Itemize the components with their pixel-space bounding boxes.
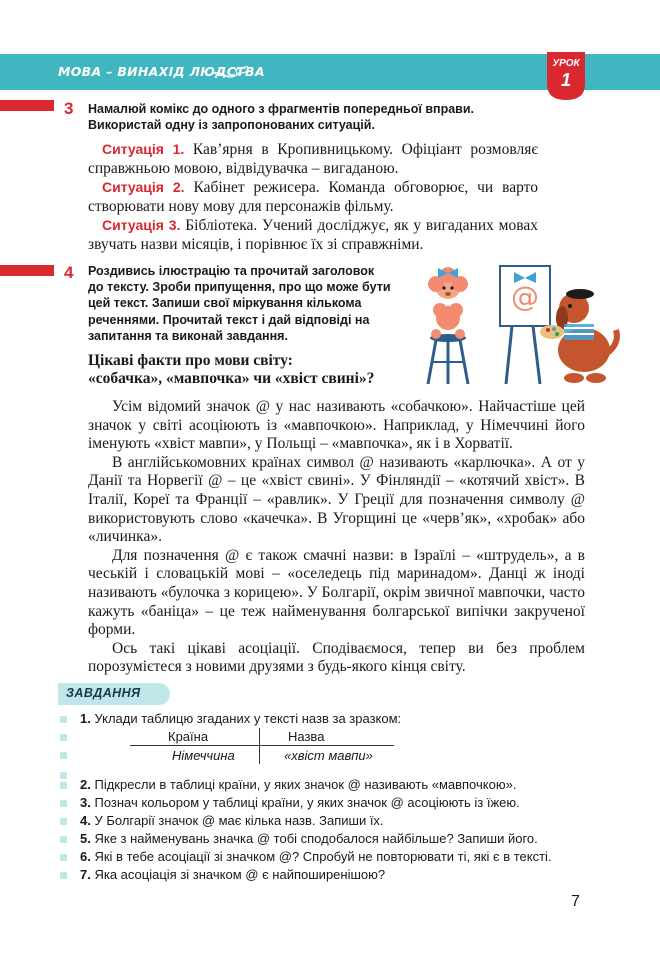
situation-1-label: Ситуація 1. [102,141,185,157]
task3-line1: Намалюй комікс до одного з фрагментів попередньої вправи. [88,102,475,116]
item-text: Познач кольором у таблиці країни, у яких значок @ асоціюють із їжею. [94,795,520,810]
assignment-item-4 [80,813,384,829]
task4-line: реченнями. Прочитай текст і дай відповіді на [88,312,370,327]
item-text: Які в тебе асоціації зі значком @? Спробуй не повторювати ті, які є в тексті. [94,849,552,864]
page-number: 7 [571,893,580,910]
list-bullet [60,818,67,825]
task3-number: 3 [64,99,74,118]
assignments-badge [58,683,170,705]
list-bullet [60,734,67,741]
list-bullet [60,800,67,807]
poodle-icon [428,267,468,339]
section-title: МОВА – ВИНАХІД ЛЮДСТВА [58,64,265,79]
table-header-name: Назва [288,729,325,744]
illustration-dogs-painting [414,258,622,386]
pencil-icon [206,66,250,80]
item-number: 7. [80,867,91,882]
lesson-number: 1 [560,70,571,90]
list-bullet [60,836,67,843]
article-paragraph: Усім відомий значок @ у нас називають «собачкою». Найчастіше цей значок у світі асоціюють із «мавпочкою». Наприклад, у Німеччині його іменують «хвіст мавпи», у Польщі – «мавпочка», як і в Хорватії. [88,398,585,453]
table-vertical-rule [259,728,260,764]
item-text: Яка асоціація зі значком @ є найпоширенішою? [94,867,386,882]
table-horizontal-rule [130,745,394,746]
svg-text:@: @ [511,280,539,313]
item-text: Яке з найменувань значка @ тобі сподобалося найбільше? Запиши його. [94,831,538,846]
item-text: Підкресли в таблиці країни, у яких значок @ називають «мавпочкою». [94,777,517,792]
situation-1-text: Кав’ярня в Кропивницькому. Офіціант розмовляє справжньою мовою, відвідувачка – вигаданою. [88,141,538,177]
task3-marker [0,100,54,111]
table-header-country: Країна [168,729,209,744]
article-paragraph: Для позначення @ є також смачні назви: в Ізраїлі – «штрудель», а в чеській і словацькій мові – «оселедець під маринадом». Данці ж іноді називають «булочка з корицею». У Болгарії, окрім звичної мавпочки, часто кажуть «баніца» – це теж найменування болгарської випічки закрученої форми. [88,546,585,639]
list-bullet [60,772,67,779]
list-bullet [60,854,67,861]
item-number: 1. [80,711,91,726]
article-title-line1: Цікаві факти про мови світу: [88,352,293,369]
lesson-badge [543,50,589,102]
task4-marker [0,265,54,276]
list-bullet [60,716,67,723]
situation-3-label: Ситуація 3. [102,217,181,233]
list-bullet [60,872,67,879]
assignment-item-6 [80,849,552,865]
item-number: 5. [80,831,91,846]
item-text: Уклади таблицю згаданих у тексті назв за зразком: [94,711,402,726]
item-number: 2. [80,777,91,792]
assignments-badge-label: ЗАВДАННЯ [66,686,141,700]
situation-2 [88,178,538,216]
task4-instruction [88,263,418,344]
list-bullet [60,752,67,759]
task4-number: 4 [64,263,74,282]
task3-line2: Використай одну із запропонованих ситуацій. [88,118,375,133]
situation-2-label: Ситуація 2. [102,179,185,195]
situations-list [88,140,538,254]
article-body [88,398,585,677]
assignment-item-7 [80,867,385,883]
situation-3 [88,216,538,254]
task3-instruction [88,101,474,133]
task4-line: цей текст. Запиши свої міркування кількома [88,296,362,311]
assignment-item-5 [80,831,538,847]
item-number: 3. [80,795,91,810]
situation-3-text: Бібліотека. Учений досліджує, як у вигаданих мовах звучать назви місяців, і порівнює їх зі справжніми. [88,217,538,253]
situation-2-text: Кабінет режисера. Команда обговорює, чи варто створювати нову мову для персонажів фільму. [88,179,538,215]
item-text: У Болгарії значок @ має кілька назв. Запиши їх. [94,813,384,828]
item-number: 6. [80,849,91,864]
assignment-item-2 [80,777,516,793]
assignment-item-3 [80,795,520,811]
table-cell-country: Німеччина [172,748,235,763]
painter-dog-icon [540,289,617,383]
article-title [88,352,374,388]
task4-line: Роздивись ілюстрацію та прочитай заголовок [88,264,375,278]
item-number: 4. [80,813,91,828]
article-title-line2: «собачка», «мавпочка» чи «хвіст свині»? [88,370,375,387]
assignment-item-1 [80,711,401,727]
article-paragraph: Ось такі цікаві асоціації. Сподіваємося, тепер ви без проблем порозумієтеся з новими друзями з будь-якого кінця світу. [88,639,585,676]
situation-1 [88,140,538,178]
table-cell-name: «хвіст мавпи» [284,748,373,763]
article-paragraph: В англійськомовних країнах символ @ називають «карлючка». А от у Данії та Норвегії @ – це «хвіст свині». У Фінляндії – «котячий хвіст». В Італії, Кореї та Франції – «равлик». У Греції для позначення символу @ використовують слово «качечка». В Угорщині це «черв’як», «хробак» або «личинка». [88,453,585,546]
lesson-word: УРОК [552,58,580,69]
easel-icon [500,266,550,384]
list-bullet [60,782,67,789]
task4-line: до тексту. Зроби припущення, про що може бути [88,280,391,295]
task4-line: запитання та виконай завдання. [88,328,288,343]
